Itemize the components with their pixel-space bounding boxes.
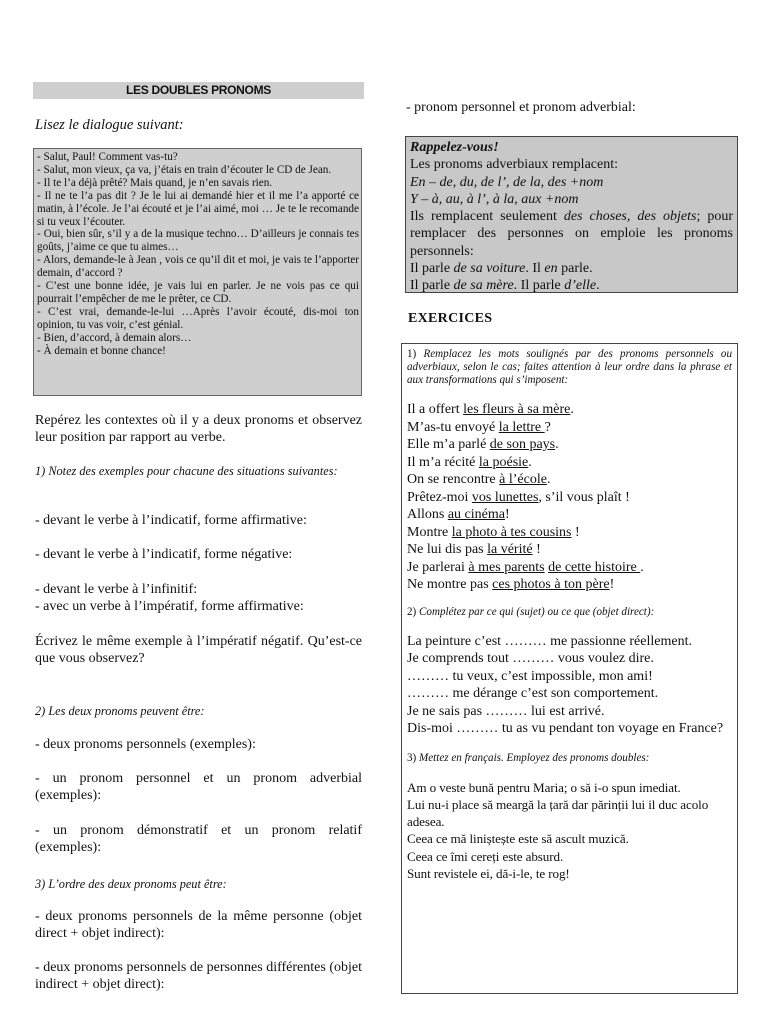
dialogue-line: - À demain et bonne chance! (37, 344, 166, 357)
exercise-line: Je ne sais pas ……… lui est arrivé. (407, 703, 605, 719)
exercise-line: ……… me dérange c’est son comportement. (407, 686, 659, 701)
exercices-heading: EXERCICES (408, 311, 493, 326)
dialogue-line: - Bien, d’accord, à demain alors… (37, 331, 192, 344)
exercises-box (401, 343, 738, 994)
question-3: 3) L’ordre des deux pronoms peut être: (35, 877, 227, 891)
exercise-line: Il m’a récité la poésie. (407, 454, 532, 470)
rappel-line: Il parle de sa voiture. Il en parle. (410, 261, 593, 277)
dialogue-line: - Il te l’a déjà prêté? Mais quand, je n’en savais rien. (37, 176, 273, 189)
exercise-line: Elle m’a parlé de son pays. (407, 437, 559, 452)
dialogue-line: - Il ne te l’a pas dit ? Je le lui ai demandé hier et il me l’a apporté ce matin, à l’école. Je l’ai écouté et je l’ai aimé, moi … Je te le recomande si tu veux l’écouter. (37, 189, 359, 228)
exercise-line: Montre la photo à tes cousins ! (407, 524, 580, 540)
rappel-line: En – de, du, de l’, de la, des +nom (410, 174, 604, 190)
exercise-line: Je comprends tout ……… vous voulez dire. (407, 651, 654, 666)
dialogue-line: - Alors, demande-le à Jean , vois ce qu’il dit et moi, je vais te l’apporter demain, d’accord ? (37, 254, 359, 280)
exercise-1-lines (407, 401, 732, 594)
question-3a: - deux pronoms personnels de la même personne (objet direct + objet indirect): (35, 909, 362, 941)
rappel-line: Les pronoms adverbiaux remplacent: (410, 157, 618, 173)
exercise-line: Ne montre pas ces photos à ton père! (407, 577, 615, 592)
pronom-adverbial-heading: - pronom personnel et pronom adverbial: (406, 100, 636, 115)
question-2c: - un pronom démonstratif et un pronom relatif (exemples): (35, 823, 362, 855)
exercise-line: Lui nu-i place să meargă la țară dar părinții lui il duc acolo adesea. (407, 796, 709, 830)
dialogue-line: - Salut, mon vieux, ça va, j’étais en train d’écouter le CD de Jean. (37, 163, 332, 176)
exercise-line: Dis-moi ……… tu as vu pendant ton voyage en France? (407, 721, 724, 736)
dialogue-line: - Oui, bien sûr, s’il y a de la musique techno… D’ailleurs je connais tes goûts, j’aime ce que tu aimes… (37, 228, 359, 254)
exercise-2-lines (407, 633, 732, 738)
exercise-line: Ceea ce îmi cereți este absurd. (407, 848, 564, 864)
exercise-line: Allons au cinéma! (407, 507, 510, 522)
rappel-line: Ils remplacent seulement des choses, des objets; pour remplacer des personnes on emploie les pronoms personnels: (410, 209, 733, 259)
question-1b: - devant le verbe à l’indicatif, forme négative: (35, 547, 293, 562)
ecrivez-paragraph: Écrivez le même exemple à l’impératif négatif. Qu’est-ce que vous observez? (35, 634, 362, 666)
question-1c: - devant le verbe à l’infinitif: (35, 582, 198, 597)
exercise-line: Il a offert les fleurs à sa mère. (407, 402, 574, 417)
dialogue-line: - Salut, Paul! Comment vas-tu? (37, 151, 178, 163)
exercise-line: Je parlerai à mes parents de cette histoire . (407, 559, 644, 575)
rappel-line: Il parle de sa mère. Il parle d’elle. (410, 278, 600, 294)
dialogue-box (33, 148, 362, 396)
question-2: 2) Les deux pronoms peuvent être: (35, 704, 205, 718)
question-1a: - devant le verbe à l’indicatif, forme affirmative: (35, 513, 307, 528)
exercise-3-instruction: 3) Mettez en français. Employez des pronoms doubles: (407, 751, 650, 764)
exercise-3-lines (407, 779, 732, 883)
exercise-1-instruction: 1) Remplacez les mots soulignés par des pronoms personnels ou adverbiaux, selon le cas; faites attention à leur ordre dans la phrase et aux transformations qui s’imposent: (407, 348, 733, 386)
exercise-line: ……… tu veux, c’est impossible, mon ami! (407, 668, 653, 684)
question-2b: - un pronom personnel et un pronom adverbial (exemples): (35, 771, 362, 803)
exercise-line: M’as-tu envoyé la lettre ? (407, 419, 551, 435)
question-3b: - deux pronoms personnels de personnes différentes (objet indirect + objet direct): (35, 960, 362, 992)
exercise-line: Ne lui dis pas la vérité ! (407, 542, 541, 557)
dialogue-line: - C’est vrai, demande-le-lui …Après l’avoir écouté, dis-moi ton opinion, tu vas voir, c’est génial. (37, 305, 359, 331)
worksheet-title: LES DOUBLES PRONOMS (33, 82, 364, 99)
exercise-line: Prêtez-moi vos lunettes, s’il vous plaît ! (407, 489, 630, 505)
question-1d: - avec un verbe à l’impératif, forme affirmative: (35, 599, 304, 614)
rappel-line: Y – à, au, à l’, à la, aux +nom (410, 191, 579, 207)
intro-instruction: Lisez le dialogue suivant: (35, 117, 184, 133)
question-1: 1) Notez des exemples pour chacune des situations suivantes: (35, 464, 338, 478)
exercise-line: Am o veste bună pentru Maria; o să i-o spun imediat. (407, 779, 681, 795)
rappel-box (405, 136, 738, 293)
exercise-line: La peinture c’est ……… me passionne réellement. (407, 633, 692, 649)
exercise-line: Sunt revistele ei, dă-i-le, te rog! (407, 865, 570, 881)
exercise-2-instruction: 2) Complétez par ce qui (sujet) ou ce que (objet direct): (407, 605, 655, 618)
question-2a: - deux pronoms personnels (exemples): (35, 737, 256, 752)
dialogue-line: - C’est une bonne idée, je vais lui en parler. Je ne vois pas ce qui pourrait l’empêcher de me le prêter, ce CD. (37, 280, 359, 305)
exercise-line: On se rencontre à l’école. (407, 472, 551, 487)
rappel-heading: Rappelez-vous! (410, 140, 499, 155)
exercise-line: Ceea ce mă liniștește este să ascult muzică. (407, 831, 629, 847)
reperez-paragraph: Repérez les contextes où il y a deux pronoms et observez leur position par rapport au verbe. (35, 413, 362, 445)
